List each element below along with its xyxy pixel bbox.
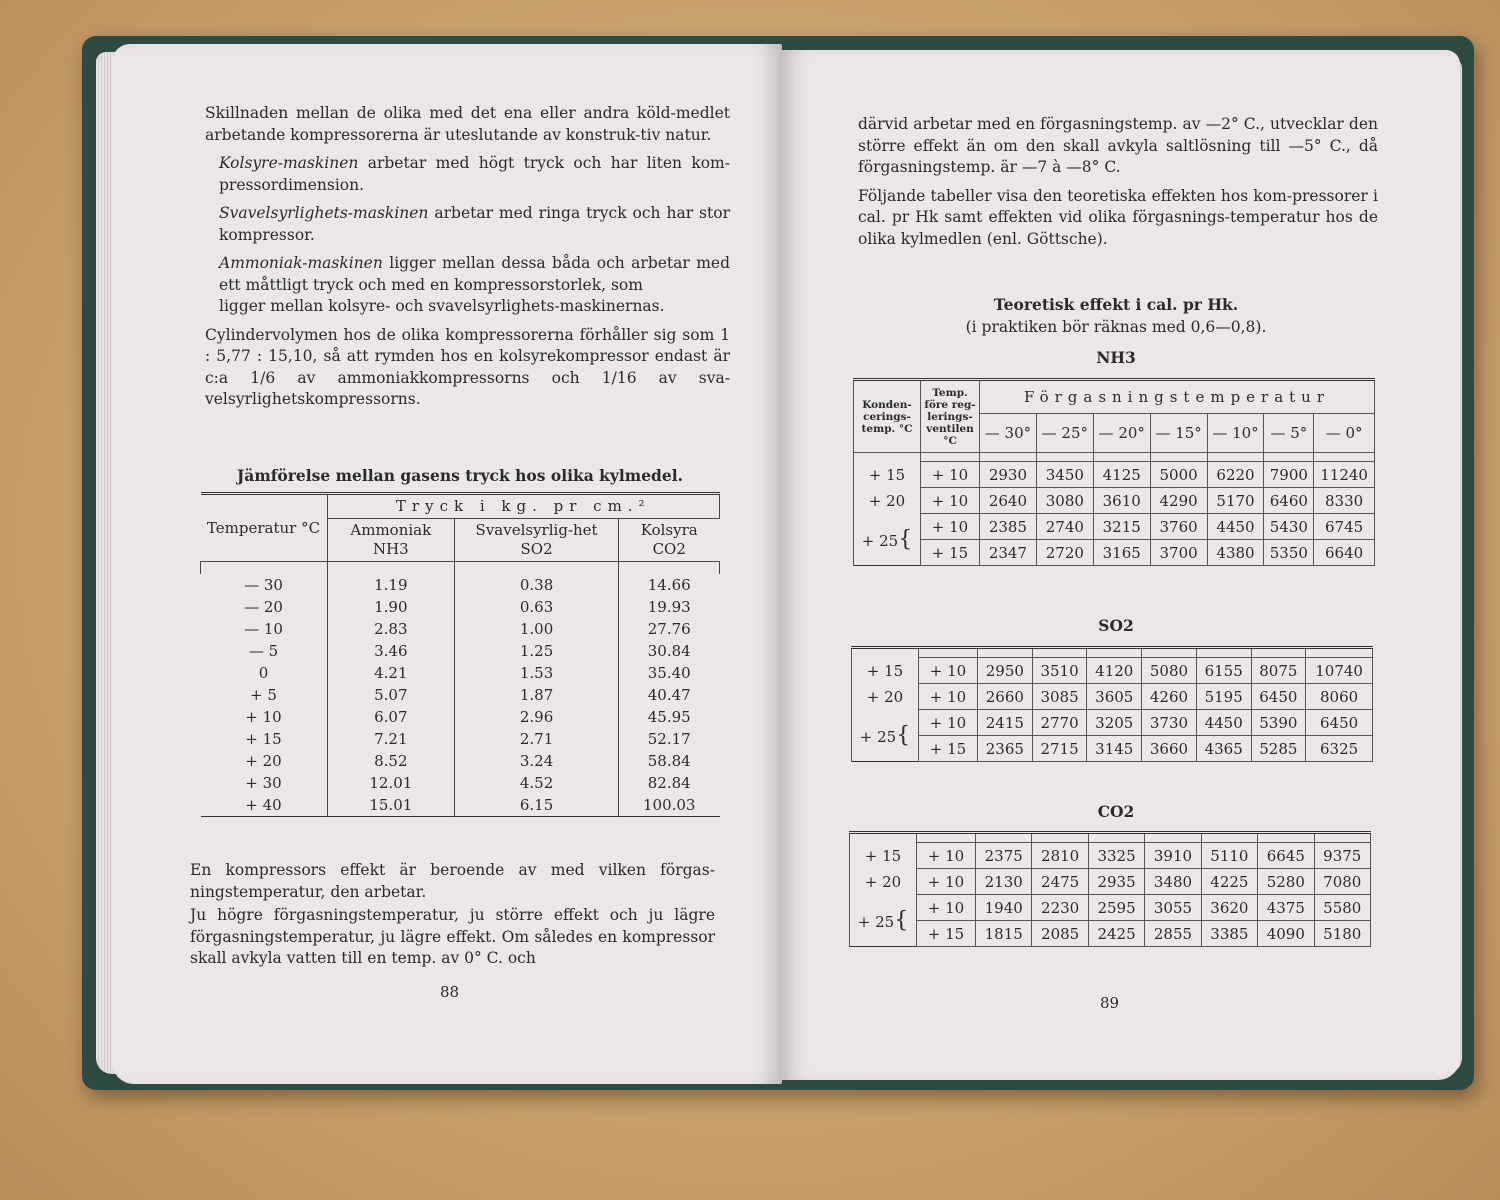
table-cell: — 20 [201, 596, 328, 618]
table-cell: 8060 [1306, 684, 1373, 710]
table-cell: 0.38 [455, 574, 619, 596]
spacer-cell [1264, 453, 1314, 462]
table-cell: 1.87 [455, 684, 619, 706]
table-cell: 27.76 [618, 618, 719, 640]
table-cell: 2130 [976, 869, 1032, 895]
table-cell: 9375 [1314, 843, 1370, 869]
table-cell: 5285 [1251, 736, 1306, 762]
table-cell: + 5 [201, 684, 328, 706]
table-cell [852, 710, 919, 762]
table-cell: + 30 [201, 772, 328, 794]
spacer-cell [1201, 833, 1257, 843]
table-cell: 1940 [976, 895, 1032, 921]
table-cell: 2935 [1088, 869, 1144, 895]
table-cell: 1.00 [455, 618, 619, 640]
table-cell: + 20 [854, 488, 921, 514]
pressure-table [200, 492, 720, 817]
right-paragraph-2: Följande tabeller visa den teoretiska effekten hos kom-pressorer i cal. pr Hk samt effekten vid olika förgasnings-temperatur hos de olika kylmedlen (enl. Göttsche). [858, 186, 1378, 248]
table-cell: 10740 [1306, 658, 1373, 684]
spacer-cell [976, 833, 1032, 843]
temp-column-header: — 15° [1150, 414, 1207, 453]
table-cell: 3085 [1032, 684, 1087, 710]
temp-column-header: — 0° [1314, 414, 1375, 453]
table-cell: 5110 [1201, 843, 1257, 869]
table-cell: — 30 [201, 574, 328, 596]
spacer-cell [978, 648, 1033, 658]
brace-glyph: { [896, 722, 911, 748]
table-cell: 7900 [1264, 462, 1314, 488]
table-cell: 30.84 [618, 640, 719, 662]
spacer-cell [1150, 453, 1207, 462]
table-cell: + 10 [201, 706, 328, 728]
table-row [201, 662, 720, 684]
table-cell: 3.46 [327, 640, 455, 662]
table-cell: + 15 [917, 921, 976, 947]
table-cell: 4450 [1196, 710, 1251, 736]
table-cell: 4.52 [455, 772, 619, 794]
table-cell: 7.21 [327, 728, 455, 750]
table-cell: 2385 [980, 514, 1037, 540]
spacer-cell [1196, 648, 1251, 658]
table-cell: 2230 [1032, 895, 1088, 921]
table-cell: 2475 [1032, 869, 1088, 895]
table-cell: 5390 [1251, 710, 1306, 736]
table-cell: 2347 [980, 540, 1037, 566]
table-cell: 6745 [1314, 514, 1375, 540]
table-cell: 6.07 [327, 706, 455, 728]
table-cell: 6.15 [455, 794, 619, 817]
table-cell: + 15 [852, 658, 919, 684]
table-cell: 3450 [1036, 462, 1093, 488]
table-cell [854, 514, 921, 566]
table-cell: 3205 [1087, 710, 1142, 736]
spacer-cell [850, 833, 917, 843]
table-cell: 6460 [1264, 488, 1314, 514]
right-caption-title: Teoretisk effekt i cal. pr Hk. [993, 295, 1239, 314]
spacer-cell [327, 562, 455, 575]
spacer-cell [1142, 648, 1197, 658]
table-cell: 100.03 [618, 794, 719, 817]
table-cell: 5170 [1207, 488, 1264, 514]
spacer-cell [1087, 648, 1142, 658]
table-cell: 15.01 [327, 794, 455, 817]
temp-column-header: — 5° [1264, 414, 1314, 453]
table-cell: 3080 [1036, 488, 1093, 514]
table-row [850, 869, 1371, 895]
table-cell: 5180 [1314, 921, 1370, 947]
table-cell: 4450 [1207, 514, 1264, 540]
table-cell: 3.24 [455, 750, 619, 772]
temp-column-header: — 25° [1036, 414, 1093, 453]
table-row [201, 750, 720, 772]
co2-table [849, 831, 1371, 947]
table-cell: 4380 [1207, 540, 1264, 566]
table-cell: 4260 [1142, 684, 1197, 710]
spacer-cell [1032, 648, 1087, 658]
table-cell: 1815 [976, 921, 1032, 947]
table-cell: + 15 [201, 728, 328, 750]
table-cell: + 20 [852, 684, 919, 710]
italic-term: Svavelsyrlighets-maskinen [219, 204, 429, 222]
spacer-cell [1251, 648, 1306, 658]
spacer-row [850, 833, 1371, 843]
table-cell: + 20 [201, 750, 328, 772]
table-cell: 6155 [1196, 658, 1251, 684]
table-cell: + 10 [921, 488, 980, 514]
table-cell: + 10 [919, 658, 978, 684]
table-row [201, 794, 720, 817]
page-number-right: 89 [1100, 994, 1120, 1012]
table-row [201, 618, 720, 640]
table-row [201, 684, 720, 706]
table-cell: 5280 [1258, 869, 1314, 895]
spacer-cell [1032, 833, 1088, 843]
table-cell: 4290 [1150, 488, 1207, 514]
table-cell: 2770 [1032, 710, 1087, 736]
table-cell: 82.84 [618, 772, 719, 794]
table-cell: 3055 [1145, 895, 1201, 921]
table-cell: 1.90 [327, 596, 455, 618]
table-cell: 3605 [1087, 684, 1142, 710]
spacer-cell [1306, 648, 1373, 658]
table-row [854, 488, 1375, 514]
table-cell: + 10 [919, 684, 978, 710]
spacer-cell [455, 562, 619, 575]
table-cell: 3510 [1032, 658, 1087, 684]
table-cell: 2365 [978, 736, 1033, 762]
col-temp-header: Temperatur °C [201, 494, 328, 562]
table-cell: 6645 [1258, 843, 1314, 869]
kond-value: + 25 [859, 727, 897, 746]
spacer-row [854, 453, 1375, 462]
table-cell: 12.01 [327, 772, 455, 794]
table-cell: 2415 [978, 710, 1033, 736]
table-cell: + 20 [850, 869, 917, 895]
nh3-table [853, 378, 1375, 566]
table-cell: 0.63 [455, 596, 619, 618]
table-cell: 3165 [1093, 540, 1150, 566]
table-cell: 5350 [1264, 540, 1314, 566]
table-row [201, 640, 720, 662]
table-cell [850, 895, 917, 947]
table-cell: 45.95 [618, 706, 719, 728]
table-cell: 2810 [1032, 843, 1088, 869]
table-cell: 8.52 [327, 750, 455, 772]
nh3-title: NH3 [1096, 348, 1136, 367]
table-cell: 3215 [1093, 514, 1150, 540]
table-row [201, 772, 720, 794]
kond-value: + 25 [857, 912, 895, 931]
table-cell: 11240 [1314, 462, 1375, 488]
table-cell: 6640 [1314, 540, 1375, 566]
table-cell: 2660 [978, 684, 1033, 710]
table-cell: 2715 [1032, 736, 1087, 762]
spacer-cell [854, 453, 921, 462]
table-cell: 5000 [1150, 462, 1207, 488]
table-row [852, 736, 1373, 762]
co2-title: CO2 [1097, 802, 1135, 821]
table-cell: 4375 [1258, 895, 1314, 921]
table-row [201, 706, 720, 728]
so2-table [851, 646, 1373, 762]
italic-item-ammoniak [205, 253, 730, 296]
table-cell: 2855 [1145, 921, 1201, 947]
italic-term: Kolsyre-maskinen [219, 154, 359, 172]
temp-header: Temp. före reg-lerings-ventilen °C [921, 380, 980, 453]
left-after-table-text [190, 860, 715, 977]
table-cell: 2.96 [455, 706, 619, 728]
table-cell: + 10 [921, 462, 980, 488]
table-cell: + 15 [850, 843, 917, 869]
temp-column-header: — 30° [980, 414, 1037, 453]
left-table-caption: Jämförelse mellan gasens tryck hos olika kylmedel. [236, 466, 684, 485]
table-cell: — 5 [201, 640, 328, 662]
page-number-left: 88 [440, 983, 460, 1001]
table-row [854, 462, 1375, 488]
table-cell: 5430 [1264, 514, 1314, 540]
spacer-cell [1314, 833, 1370, 843]
table-cell: 3700 [1150, 540, 1207, 566]
spacer-cell [201, 562, 328, 575]
kond-header: Konden-cerings-temp. °C [854, 380, 921, 453]
table-cell: 6450 [1251, 684, 1306, 710]
cylinder-paragraph: Cylindervolymen hos de olika kompressorerna förhåller sig som 1 : 5,77 : 15,10, så att rymden hos en kolsyrekompressor endast är c:a 1/6 av ammoniakkompressorns och 1/16 av sva-velsyrlighetskompressorns. [205, 325, 730, 408]
table-cell: 2085 [1032, 921, 1088, 947]
spacer-row [201, 562, 720, 575]
table-cell: 52.17 [618, 728, 719, 750]
table-cell: 2720 [1036, 540, 1093, 566]
table-cell: 4225 [1201, 869, 1257, 895]
table-cell: 2.71 [455, 728, 619, 750]
table-cell: 14.66 [618, 574, 719, 596]
table-cell: 2740 [1036, 514, 1093, 540]
table-cell: 2930 [980, 462, 1037, 488]
table-cell: 6450 [1306, 710, 1373, 736]
table-cell: 1.19 [327, 574, 455, 596]
italic-term: Ammoniak-maskinen [219, 254, 383, 272]
brace-glyph: { [898, 526, 913, 552]
effect-paragraph-2: Ju högre förgasningstemperatur, ju större effekt och ju lägre förgasningstemperatur, ju lägre effekt. Om således en kompressor skall avkyla vatten till en temp. av 0° C. och [190, 906, 715, 967]
italic-item-svavel [205, 203, 730, 246]
spacer-cell [1145, 833, 1201, 843]
brace-glyph: { [894, 907, 909, 933]
temp-column-header: — 10° [1207, 414, 1264, 453]
table-cell: 4.21 [327, 662, 455, 684]
table-cell: 8075 [1251, 658, 1306, 684]
table-cell: + 40 [201, 794, 328, 817]
table-cell: + 10 [917, 869, 976, 895]
right-caption-sub: (i praktiken bör räknas med 0,6—0,8). [965, 318, 1267, 336]
table-cell: 4090 [1258, 921, 1314, 947]
table-row [850, 921, 1371, 947]
table-cell: 7080 [1314, 869, 1370, 895]
spacer-cell [1258, 833, 1314, 843]
table-cell: 5195 [1196, 684, 1251, 710]
pressure-table-body [201, 562, 720, 817]
item-text: arbetar med högt tryck och har liten kom-pressordimension. [219, 154, 730, 194]
table-cell: 6220 [1207, 462, 1264, 488]
table-cell: 4365 [1196, 736, 1251, 762]
table-cell: + 15 [921, 540, 980, 566]
italic-item-kolsyre [205, 153, 730, 196]
table-cell: 1.25 [455, 640, 619, 662]
temp-column-header: — 20° [1093, 414, 1150, 453]
table-row [850, 843, 1371, 869]
col-co2-header: Kolsyra CO2 [618, 519, 719, 562]
table-cell: 4120 [1087, 658, 1142, 684]
table-cell: + 10 [919, 710, 978, 736]
so2-title: SO2 [1098, 616, 1134, 635]
table-cell: 19.93 [618, 596, 719, 618]
table-cell: 3730 [1142, 710, 1197, 736]
spacer-cell [1093, 453, 1150, 462]
table-cell: + 10 [921, 514, 980, 540]
intro-paragraph: Skillnaden mellan de olika med det ena eller andra köld-medlet arbetande kompressorerna är uteslutande av konstruk-tiv natur. [205, 104, 730, 144]
spacer-row [852, 648, 1373, 658]
table-cell: 8330 [1314, 488, 1375, 514]
table-cell: 4125 [1093, 462, 1150, 488]
col-so2-header: Svavelsyrlig-het SO2 [455, 519, 619, 562]
table-cell: 3660 [1142, 736, 1197, 762]
table-cell: 0 [201, 662, 328, 684]
table-row [854, 540, 1375, 566]
spacer-cell [917, 833, 976, 843]
table-row [854, 514, 1375, 540]
table-cell: 2950 [978, 658, 1033, 684]
item-text: ligger mellan dessa båda och arbetar med ett måttligt tryck och med en kompressorstorlek, som [219, 254, 730, 294]
table-cell: 2595 [1088, 895, 1144, 921]
right-intro-text [858, 114, 1378, 257]
spacer-cell [1088, 833, 1144, 843]
spacer-cell [921, 453, 980, 462]
table-cell: 3610 [1093, 488, 1150, 514]
table-row [852, 658, 1373, 684]
continuation-paragraph: ligger mellan kolsyre- och svavelsyrlighets-maskinernas. [219, 297, 665, 315]
table-cell: 3325 [1088, 843, 1144, 869]
table-cell: 6325 [1306, 736, 1373, 762]
group-header: Förgasningstemperatur [980, 380, 1375, 414]
table-cell: 2375 [976, 843, 1032, 869]
table-row [852, 710, 1373, 736]
spacer-cell [919, 648, 978, 658]
table-cell: 3760 [1150, 514, 1207, 540]
table-cell: 5580 [1314, 895, 1370, 921]
table-cell: 40.47 [618, 684, 719, 706]
table-cell: 35.40 [618, 662, 719, 684]
table-cell: 3385 [1201, 921, 1257, 947]
table-cell: 5.07 [327, 684, 455, 706]
table-cell: 2.83 [327, 618, 455, 640]
right-paragraph-1: därvid arbetar med en förgasningstemp. av —2° C., utvecklar den större effekt än om den skall avkyla saltlösning till —5° C., då förgasningstemp. är —7 à —8° C. [858, 115, 1378, 176]
spacer-cell [852, 648, 919, 658]
table-cell: 58.84 [618, 750, 719, 772]
table-cell: 3480 [1145, 869, 1201, 895]
table-row [201, 574, 720, 596]
table-cell: + 10 [917, 843, 976, 869]
table-cell: 2425 [1088, 921, 1144, 947]
spacer-cell [1207, 453, 1264, 462]
table-cell: + 10 [917, 895, 976, 921]
effect-paragraph: En kompressors effekt är beroende av med vilken förgas-ningstemperatur, den arbetar. [190, 861, 715, 901]
spacer-cell [618, 562, 719, 575]
table-cell: 5080 [1142, 658, 1197, 684]
table-cell: 1.53 [455, 662, 619, 684]
kond-value: + 25 [861, 531, 899, 550]
item-text: arbetar med ringa tryck och har stor kompressor. [219, 204, 730, 244]
table-cell: + 15 [854, 462, 921, 488]
co2-table-body [850, 833, 1371, 947]
spacer-cell [1314, 453, 1375, 462]
table-row [852, 684, 1373, 710]
nh3-table-body [854, 453, 1375, 566]
spacer-cell [980, 453, 1037, 462]
left-intro-text [205, 103, 730, 418]
table-cell: 3620 [1201, 895, 1257, 921]
table-row [201, 728, 720, 750]
table-cell: 3910 [1145, 843, 1201, 869]
table-cell: 2640 [980, 488, 1037, 514]
col-nh3-header: Ammoniak NH3 [327, 519, 455, 562]
table-cell: + 15 [919, 736, 978, 762]
pressure-group-header: Tryck i kg. pr cm.² [327, 494, 720, 519]
table-cell: 3145 [1087, 736, 1142, 762]
table-row [850, 895, 1371, 921]
table-row [201, 596, 720, 618]
spacer-cell [1036, 453, 1093, 462]
table-cell: — 10 [201, 618, 328, 640]
so2-table-body [852, 648, 1373, 762]
